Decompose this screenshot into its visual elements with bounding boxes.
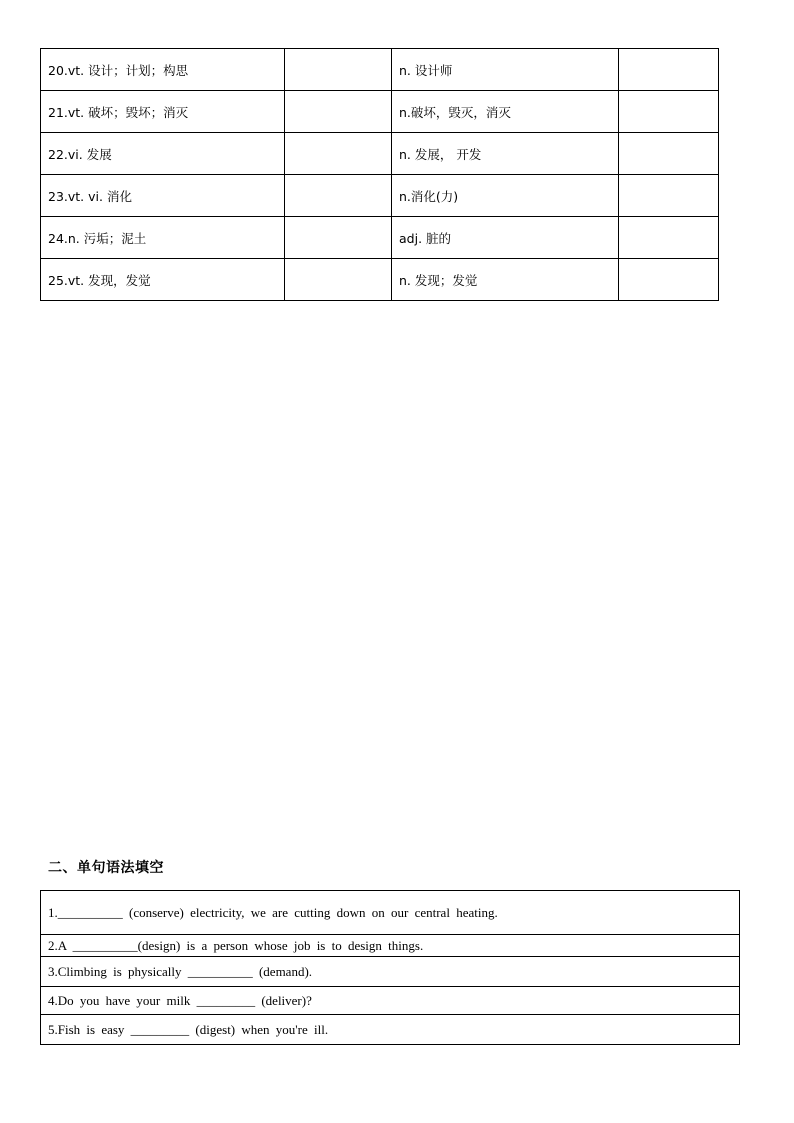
exercise-item: 3.Climbing is physically __________ (demand). xyxy=(41,956,739,986)
answer-blank[interactable] xyxy=(285,91,392,133)
word-definition: 21.vt. 破坏；毁坏；消灭 xyxy=(41,91,285,133)
answer-blank[interactable] xyxy=(619,91,719,133)
answer-blank[interactable] xyxy=(285,133,392,175)
answer-blank[interactable] xyxy=(619,133,719,175)
exercise-item: 4.Do you have your milk _________ (deliver)? xyxy=(41,986,739,1014)
vocab-row xyxy=(41,49,719,91)
exercise-item: 2.A __________(design) is a person whose job is to design things. xyxy=(41,934,739,956)
word-definition: 20.vt. 设计；计划；构思 xyxy=(41,49,285,91)
derivative-definition: n.消化(力) xyxy=(392,175,619,217)
vocabulary-table xyxy=(40,48,719,301)
word-definition: 22.vi. 发展 xyxy=(41,133,285,175)
answer-blank[interactable] xyxy=(619,49,719,91)
answer-blank[interactable] xyxy=(619,259,719,301)
vocab-row xyxy=(41,259,719,301)
vocab-row xyxy=(41,91,719,133)
answer-blank[interactable] xyxy=(285,259,392,301)
word-definition: 24.n. 污垢；泥土 xyxy=(41,217,285,259)
word-definition: 25.vt. 发现，发觉 xyxy=(41,259,285,301)
derivative-definition: n.破坏，毁灭，消灭 xyxy=(392,91,619,133)
answer-blank[interactable] xyxy=(285,49,392,91)
derivative-definition: adj. 脏的 xyxy=(392,217,619,259)
derivative-definition: n. 设计师 xyxy=(392,49,619,91)
answer-blank[interactable] xyxy=(285,175,392,217)
word-definition: 23.vt. vi. 消化 xyxy=(41,175,285,217)
derivative-definition: n. 发现；发觉 xyxy=(392,259,619,301)
vocab-row xyxy=(41,133,719,175)
derivative-definition: n. 发展， 开发 xyxy=(392,133,619,175)
section-title: 二、单句语法填空 xyxy=(48,860,164,876)
answer-blank[interactable] xyxy=(619,217,719,259)
exercise-item: 5.Fish is easy _________ (digest) when you're ill. xyxy=(41,1014,739,1044)
answer-blank[interactable] xyxy=(619,175,719,217)
vocab-row xyxy=(41,175,719,217)
grammar-exercise-box xyxy=(40,890,740,1045)
answer-blank[interactable] xyxy=(285,217,392,259)
vocab-row xyxy=(41,217,719,259)
exercise-item: 1.__________ (conserve) electricity, we are cutting down on our central heating. xyxy=(48,904,498,920)
